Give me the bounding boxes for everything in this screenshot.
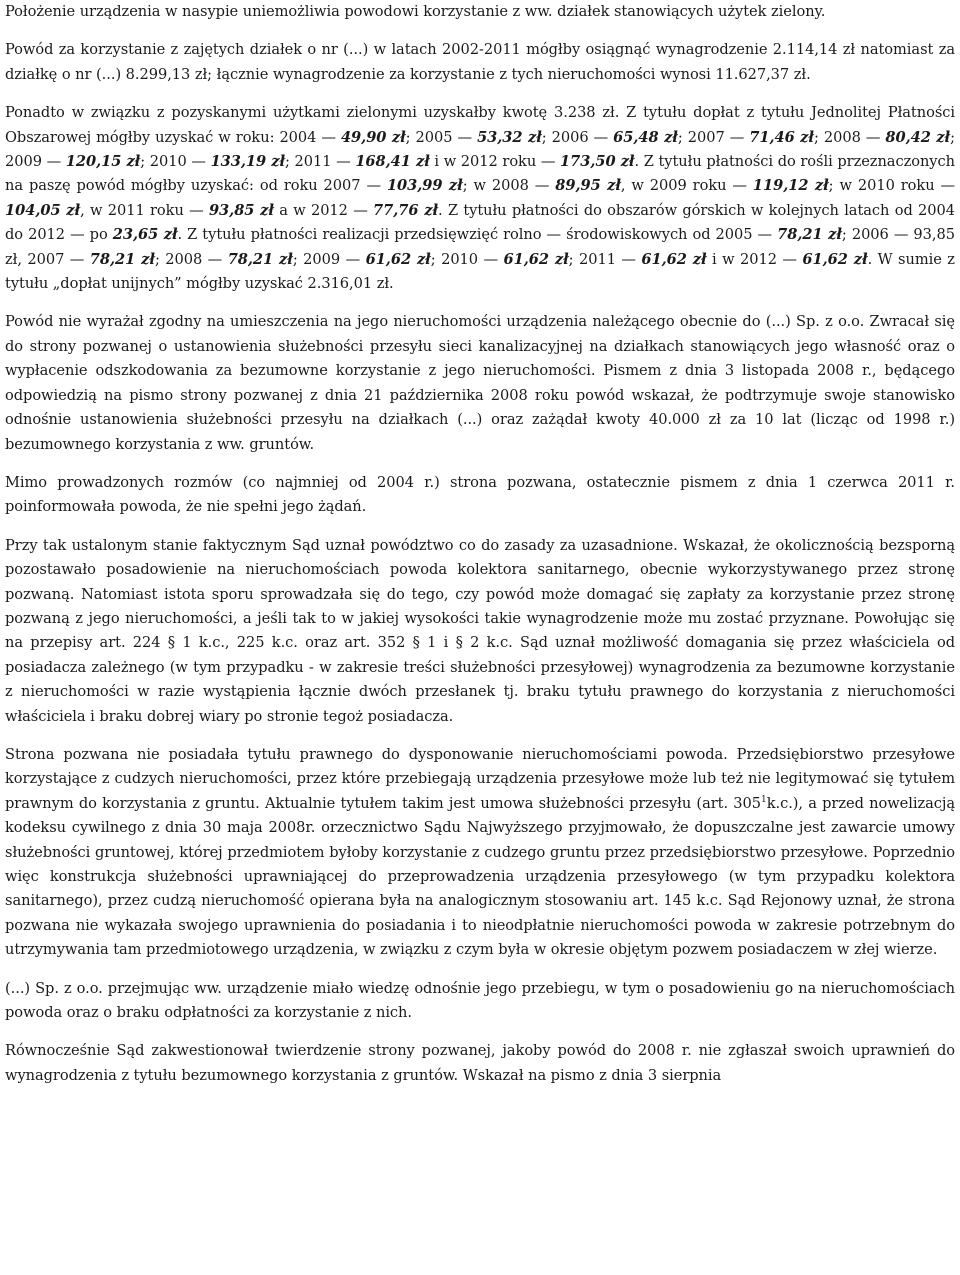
amount-emphasis: 173,50 zł <box>560 153 635 171</box>
amount-emphasis: 120,15 zł <box>65 153 141 171</box>
text-run: Mimo prowadzonych rozmów (co najmniej od 2004 r.) strona pozwana, ostatecznie pismem z dnia 1 czerwca 2011 r. poinformowała powoda, że nie spełni jego żądań. <box>5 473 955 516</box>
amount-emphasis: 61,62 zł <box>641 250 707 268</box>
text-run: Powód za korzystanie z zajętych działek o nr (...) w latach 2002-2011 mógłby osiągnąć wynagrodzenie 2.114,14 zł natomiast za działkę o nr (...) 8.299,13 zł; łącznie wynagrodzenie za korzystanie z tych nieruchomości wynosi 11.627,37 zł. <box>5 41 955 83</box>
amount-emphasis: 133,19 zł <box>210 153 286 171</box>
text-run: Powód nie wyrażał zgodny na umieszczenia na jego nieruchomości urządzenia należącego obecnie do (...) Sp. z o.o. Zwracał się do strony pozwanej o ustanowienia służebności przesyłu sieci kanalizacyjnej na działkach stanowiących jego własność oraz o wypłacenie odszkodowania za bezumowne korzystanie z jego nieruchomości. Pismem z dnia 3 listopada 2008 r., będącego odpowiedzią na pismo strony pozwanej z dnia 21 października 2008 roku powód wskazał, że podtrzymuje swoje stanowisko odnośnie ustanowienia służebności przesyłu na działkach (...) oraz zażądał kwoty 40.000 zł za 10 lat (licząc od 1998 r.) bezumownego korzystania z ww. gruntów. <box>5 313 955 453</box>
text-run: ; 2010 — <box>430 250 504 268</box>
text-run: Równocześnie Sąd zakwestionował twierdzenie strony pozwanej, jakoby powód do 2008 r. nie zgłaszał swoich uprawnień do wynagrodzenia z tytułu bezumownego korzystania z gruntów. Wskazał na pismo z dnia 3 sierpnia <box>5 1042 955 1084</box>
paragraph-8 <box>5 977 955 1026</box>
amount-emphasis: 78,21 zł <box>227 250 293 268</box>
text-run: i w 2012 — <box>706 250 803 268</box>
text-run: ; w 2008 — <box>462 177 556 195</box>
amount-emphasis: 119,12 zł <box>752 177 829 195</box>
text-run: a w 2012 — <box>273 201 374 219</box>
text-run: ; 2010 — <box>140 153 211 171</box>
amount-emphasis: 49,90 zł <box>340 128 406 146</box>
document-page <box>5 0 955 1275</box>
text-run: Przy tak ustalonym stanie faktycznym Sąd uznał powództwo co do zasady za uzasadnione. Wskazał, że okolicznością bezsporną pozostawało posadowienie na nieruchomościach powoda kolektora sanitarnego, obecnie wykorzystywanego przez stronę pozwaną. Natomiast istota sporu sprowadzała się do tego, czy powód może domagać się zapłaty za korzystanie przez stronę pozwaną z jego nieruchomości, a jeśli tak to w jakiej wysokości takie wynagrodzenie może mu zostać przyznane. Powołując się na przepisy art. 224 § 1 k.c., 225 k.c. oraz art. 352 § 1 i § 2 k.c. Sąd uznał możliwość domagania się przez właściciela od posiadacza zależnego (w tym przypadku - w zakresie treści służebności przesyłowej) wynagrodzenia za bezumowne korzystanie z nieruchomości w razie wystąpienia łącznie dwóch przesłanek tj. braku tytułu prawnego do korzystania z nieruchomości właściciela i braku dobrej wiary po stronie tegoż posiadacza. <box>5 536 955 725</box>
text-run: ; 2006 — <box>541 128 614 146</box>
text-run: ; 2006 — 93,85 zł, 2007 — <box>5 226 955 268</box>
text-run: . Z tytułu płatności do rośli przeznaczonych na paszę powód mógłby uzyskać: od roku 2007 — <box>5 153 955 195</box>
paragraph-4 <box>5 310 955 456</box>
superscript: 1 <box>761 794 767 805</box>
amount-emphasis: 89,95 zł <box>555 177 621 195</box>
text-run: (...) Sp. z o.o. przejmując ww. urządzenie miało wiedzę odnośnie jego przebiegu, w tym o posadowieniu go na nieruchomościach powoda oraz o braku odpłatności za korzystanie z nich. <box>5 979 955 1022</box>
amount-emphasis: 61,62 zł <box>365 250 431 268</box>
text-run: ; 2009 — <box>292 250 366 268</box>
text-run: Położenie urządzenia w nasypie uniemożliwia powodowi korzystanie z ww. działek stanowiących użytek zielony. <box>5 3 826 20</box>
paragraph-gap <box>5 963 955 977</box>
amount-emphasis: 71,46 zł <box>749 128 814 146</box>
paragraph-gap <box>5 296 955 310</box>
text-run: ; 2011 — <box>285 153 356 171</box>
amount-emphasis: 80,42 zł <box>885 128 951 146</box>
amount-emphasis: 103,99 zł <box>386 177 463 195</box>
amount-emphasis: 78,21 zł <box>777 226 842 244</box>
text-run: Ponadto w związku z pozyskanymi użytkami zielonymi uzyskałby kwotę 3.238 zł. Z tytułu dopłat z tytułu Jednolitej Płatności Obszarowej mógłby uzyskać w roku: 2004 — <box>5 104 955 146</box>
paragraph-2 <box>5 38 955 87</box>
text-run: i w 2012 roku — <box>429 153 561 171</box>
paragraph-7 <box>5 743 955 963</box>
text-run: . W sumie z tytułu „dopłat unijnych” mógłby uzyskać 2.316,01 zł. <box>5 250 955 293</box>
amount-emphasis: 61,62 zł <box>802 250 868 268</box>
text-run: . Z tytułu płatności realizacji przedsięwzięć rolno — środowiskowych od 2005 — <box>177 226 778 244</box>
text-run: ; w 2010 roku — <box>828 177 955 195</box>
paragraph-3 <box>5 101 955 296</box>
amount-emphasis: 78,21 zł <box>89 250 155 268</box>
text-run: Strona pozwana nie posiadała tytułu prawnego do dysponowanie nieruchomościami powoda. Przedsiębiorstwo przesyłowe korzystające z cudzych nieruchomości, przez które przebiegają urządzenia przesyłowe może lub też nie legitymować się tytułem prawnym do korzystania z gruntu. Aktualnie tytułem takim jest umowa służebności przesyłu (art. 305 <box>5 745 955 812</box>
text-run: . Z tytułu płatności do obszarów górskich w kolejnych latach od 2004 do 2012 — po <box>5 201 955 244</box>
text-run: ; 2008 — <box>154 250 228 268</box>
amount-emphasis: 168,41 zł <box>355 153 430 171</box>
amount-emphasis: 93,85 zł <box>208 201 274 219</box>
text-run: , w 2011 roku — <box>80 201 209 219</box>
text-run: k.c.), a przed nowelizacją kodeksu cywilnego z dnia 30 maja 2008r. orzecznictwo Sądu Najwyższego przyjmowało, że dopuszczalne jest zawarcie umowy służebności gruntowej, której przedmiotem byłoby korzystanie z cudzego gruntu przez przedsiębiorstwo przesyłowe. Poprzednio więc konstrukcja służebności uprawniającej do przeprowadzenia urządzenia przesyłowego (w tym przypadku kolektora sanitarnego), przez cudzą nieruchomość opierana była na analogicznym stosowaniu art. 145 k.c. Sąd Rejonowy uznał, że strona pozwana nie wykazała swojego uprawnienia do posiadania i to nieodpłatnie nieruchomości powoda w zakresie potrzebnym do utrzymywania tam przedmiotowego urządzenia, w związku z czym była w okresie objętym pozwem posiadaczem w złej wierze. <box>5 794 955 959</box>
text-run: ; 2007 — <box>677 128 750 146</box>
amount-emphasis: 23,65 zł <box>112 226 178 244</box>
text-run: , w 2009 roku — <box>620 177 753 195</box>
text-run: ; 2008 — <box>814 128 886 146</box>
paragraph-1 <box>5 0 955 24</box>
amount-emphasis: 104,05 zł <box>5 201 81 219</box>
paragraph-gap <box>5 729 955 743</box>
paragraph-6 <box>5 534 955 729</box>
amount-emphasis: 53,32 zł <box>477 128 542 146</box>
paragraph-gap <box>5 87 955 101</box>
amount-emphasis: 61,62 zł <box>503 250 569 268</box>
text-run: ; 2009 — <box>5 128 955 171</box>
paragraph-gap <box>5 1025 955 1039</box>
paragraph-gap <box>5 520 955 534</box>
paragraph-5 <box>5 471 955 520</box>
paragraph-gap <box>5 24 955 38</box>
paragraph-gap <box>5 457 955 471</box>
amount-emphasis: 65,48 zł <box>613 128 678 146</box>
paragraph-9 <box>5 1039 955 1088</box>
amount-emphasis: 77,76 zł <box>373 201 439 219</box>
text-run: ; 2005 — <box>405 128 478 146</box>
text-run: ; 2011 — <box>568 250 642 268</box>
